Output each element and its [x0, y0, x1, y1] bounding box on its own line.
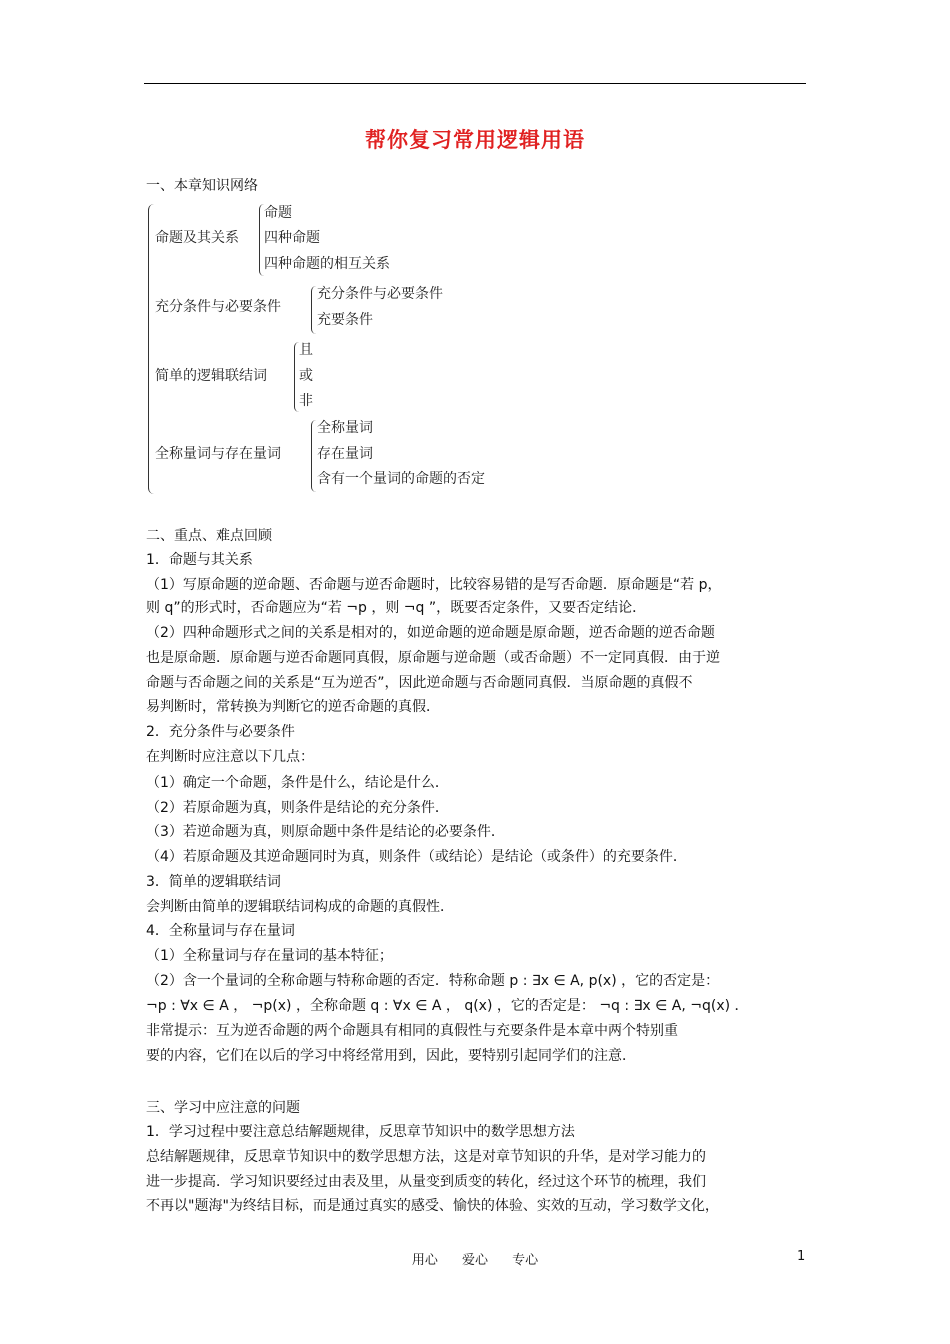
text-line: 会判断由简单的逻辑联结词构成的命题的真假性．: [146, 899, 454, 915]
text-line: 不再以"题海"为终结目标，而是通过真实的感受、愉快的体验、实效的互动，学习数学文化，: [146, 1198, 719, 1214]
text-line: （2）含一个量词的全称命题与特称命题的否定．特称命题 p : ∃x ∈ A, p(x) ，它的否定是：: [146, 973, 720, 989]
text-line: 1．学习过程中要注意总结解题规律，反思章节知识中的数学思想方法: [146, 1124, 575, 1140]
text-line: 进一步提高．学习知识要经过由表及里，从量变到质变的转化，经过这个环节的梳理，我们: [146, 1174, 706, 1190]
network-item: 全称量词: [317, 420, 373, 436]
outer-brace: [148, 204, 154, 494]
network-group-label: 命题及其关系: [155, 230, 239, 246]
section1-heading: 一、本章知识网络: [146, 178, 258, 194]
text-line: 易判断时，常转换为判断它的逆否命题的真假．: [146, 699, 440, 715]
header-rule: [144, 83, 806, 84]
page-footer: 用心 爱心 专心: [411, 1253, 539, 1268]
section3-heading: 三、学习中应注意的问题: [146, 1100, 300, 1116]
network-item: 四种命题的相互关系: [264, 256, 390, 272]
text-line: （2）四种命题形式之间的关系是相对的，如逆命题的逆命题是原命题，逆否命题的逆否命题: [146, 625, 715, 641]
text-line: 也是原命题．原命题与逆否命题同真假，原命题与逆命题（或否命题）不一定同真假．由于逆: [146, 650, 720, 666]
text-line: （1）写原命题的逆命题、否命题与逆否命题时，比较容易错的是写否命题．原命题是“若 p，: [146, 577, 722, 593]
text-line: 命题与否命题之间的关系是“互为逆否”，因此逆命题与否命题同真假．当原命题的真假不: [146, 675, 693, 691]
network-group-label: 充分条件与必要条件: [155, 299, 281, 315]
text-line: 总结解题规律，反思章节知识中的数学思想方法，这是对章节知识的升华，是对学习能力的: [146, 1149, 706, 1165]
network-item: 四种命题: [264, 230, 320, 246]
network-item: 存在量词: [317, 446, 373, 462]
text-line: （1）全称量词与存在量词的基本特征；: [146, 948, 393, 964]
text-line: 在判断时应注意以下几点：: [146, 749, 314, 765]
network-group-label: 全称量词与存在量词: [155, 446, 281, 462]
text-line: 要的内容，它们在以后的学习中将经常用到，因此，要特别引起同学们的注意．: [146, 1048, 636, 1064]
group-brace: [311, 420, 316, 492]
text-line: （2）若原命题为真，则条件是结论的充分条件．: [146, 800, 449, 816]
network-item: 命题: [264, 205, 292, 221]
network-item: 充分条件与必要条件: [317, 286, 443, 302]
network-group-label: 简单的逻辑联结词: [155, 368, 267, 384]
group-brace: [311, 286, 316, 334]
network-item: 充要条件: [317, 312, 373, 328]
text-line: （3）若逆命题为真，则原命题中条件是结论的必要条件．: [146, 824, 505, 840]
network-item: 或: [299, 368, 313, 384]
section2-heading: 二、重点、难点回顾: [146, 528, 272, 544]
text-line: （4）若原命题及其逆命题同时为真，则条件（或结论）是结论（或条件）的充要条件．: [146, 849, 687, 865]
network-item: 非: [299, 393, 313, 409]
page-title: 帮你复习常用逻辑用语: [365, 128, 585, 152]
text-line: 非常提示：互为逆否命题的两个命题具有相同的真假性与充要条件是本章中两个特别重: [146, 1023, 678, 1039]
text-line: 则 q”的形式时，否命题应为“若 ¬p ，则 ¬q ”，既要否定条件，又要否定结论．: [146, 600, 647, 616]
text-line: 3．简单的逻辑联结词: [146, 874, 281, 890]
network-item: 且: [299, 342, 313, 358]
text-line: 2．充分条件与必要条件: [146, 724, 295, 740]
text-line: （1）确定一个命题，条件是什么，结论是什么．: [146, 775, 449, 791]
text-line: 1．命题与其关系: [146, 552, 253, 568]
text-line: 4．全称量词与存在量词: [146, 923, 295, 939]
network-item: 含有一个量词的命题的否定: [317, 471, 485, 487]
text-line: ¬p : ∀x ∈ A ， ¬p(x) ，全称命题 q : ∀x ∈ A ， q(x) ，它的否定是： ¬q : ∃x ∈ A, ¬q(x) ．: [146, 998, 749, 1014]
page-number: 1: [797, 1249, 806, 1264]
